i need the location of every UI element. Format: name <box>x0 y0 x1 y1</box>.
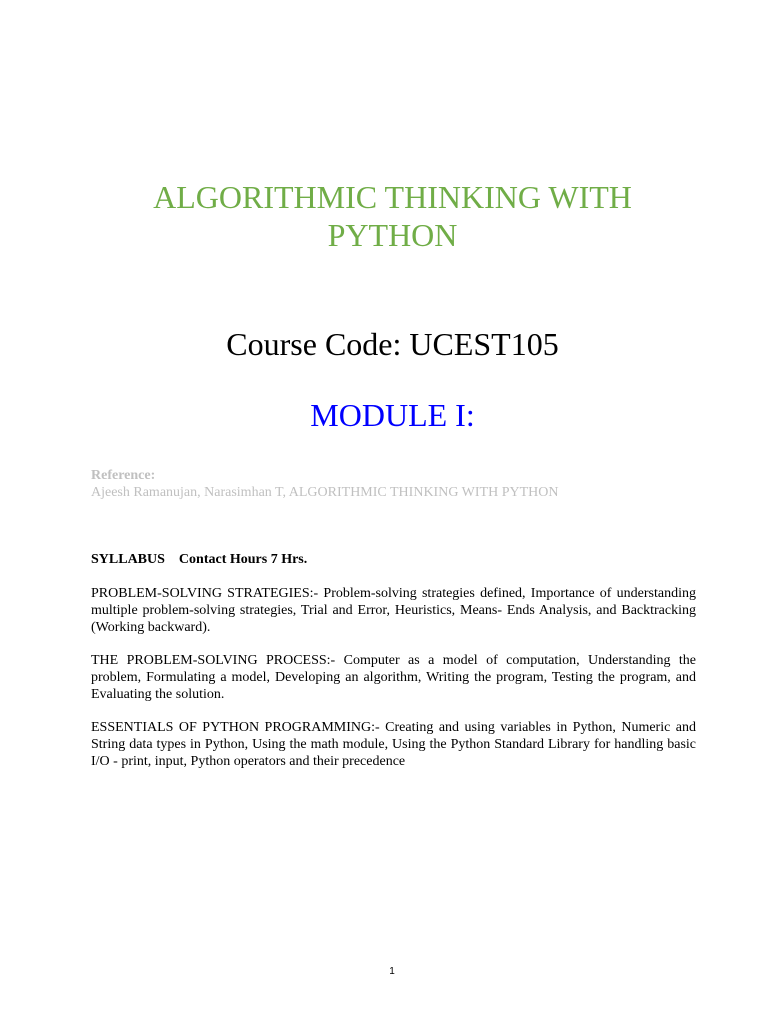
page-number: 1 <box>389 966 395 977</box>
syllabus-paragraph-python-essentials: ESSENTIALS OF PYTHON PROGRAMMING:- Creating and using variables in Python, Numeric and String data types in Python, Using the math module, Using the Python Standard Library for handling basic I/O - print, input, Python operators and their precedence <box>91 720 696 769</box>
reference-block <box>91 467 701 501</box>
course-code: Course Code: UCEST105 <box>226 326 559 362</box>
reference-text: Ajeesh Ramanujan, Narasimhan T, ALGORITHMIC THINKING WITH PYTHON <box>91 485 559 500</box>
reference-label: Reference: <box>91 468 156 483</box>
document-title: ALGORITHMIC THINKING WITH PYTHON <box>153 179 632 253</box>
syllabus-heading: SYLLABUS Contact Hours 7 Hrs. <box>91 552 308 567</box>
module-heading: MODULE I: <box>310 397 475 433</box>
syllabus-paragraph-problem-solving-process: THE PROBLEM-SOLVING PROCESS:- Computer as a model of computation, Understanding the problem, Formulating a model, Developing an algorithm, Writing the program, Testing the program, and Evaluating the solution. <box>91 653 696 702</box>
syllabus-paragraph-problem-solving-strategies: PROBLEM-SOLVING STRATEGIES:- Problem-solving strategies defined, Importance of understanding multiple problem-solving strategies, Trial and Error, Heuristics, Means- Ends Analysis, and Backtracking (Working backward). <box>91 586 696 635</box>
